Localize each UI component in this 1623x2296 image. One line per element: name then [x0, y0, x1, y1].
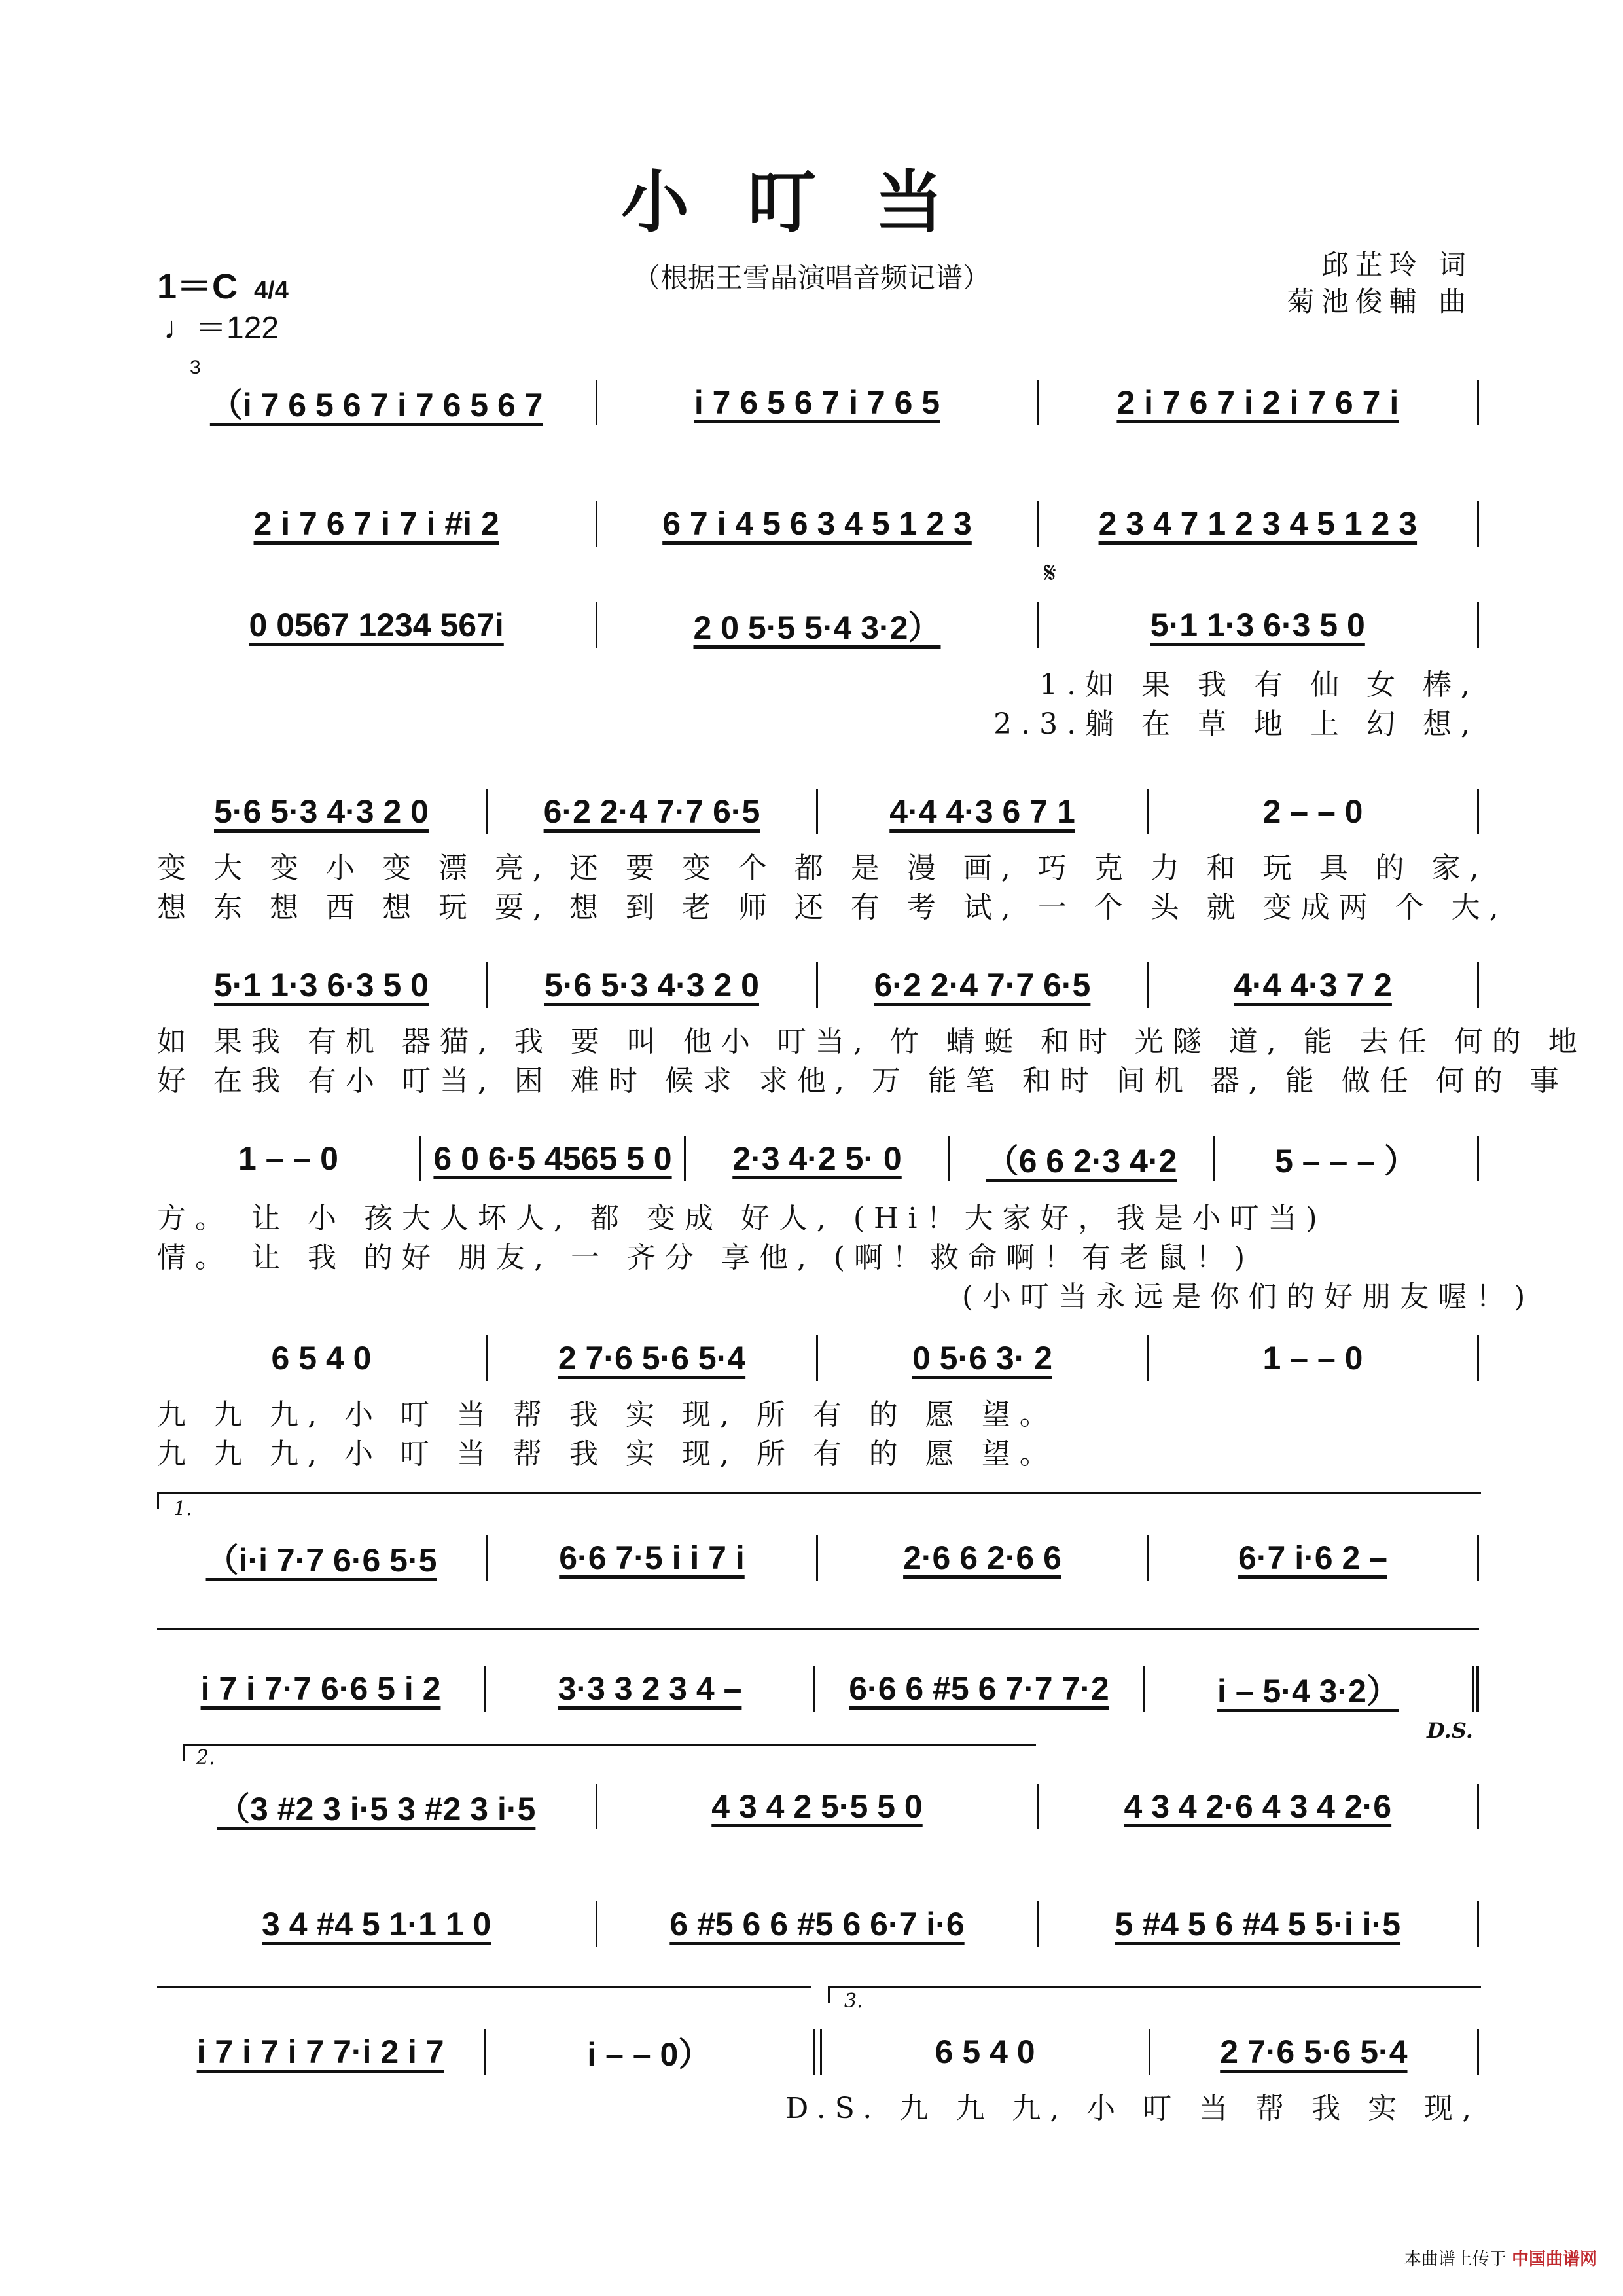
measure [822, 2033, 1149, 2071]
notes: 4·4 4·3 7 2 [1234, 967, 1392, 1003]
lyric-line: D.S. 九 九 九, 小 叮 当 帮 我 实 现, [785, 2092, 1481, 2125]
score-row-8 [157, 1535, 1479, 1581]
volta-line [157, 1986, 812, 1988]
volta-line [157, 1628, 1479, 1630]
lyric-line: (小叮当永远是你们的好朋友喔！) [962, 1280, 1535, 1314]
measure [488, 1539, 816, 1577]
measure [1145, 1665, 1472, 1712]
triplet-number: 3 [190, 357, 201, 378]
score-row-2 [157, 501, 1479, 547]
footer-uploaded-text: 本曲谱上传于 [1404, 2250, 1507, 2269]
notes: 6·6 7·5 i i 7 i [559, 1539, 745, 1576]
measure [686, 1139, 948, 1177]
notes: 2 0 5·5 5·4 3·2） [693, 609, 941, 646]
measure [818, 1339, 1147, 1377]
measure [157, 606, 596, 644]
lyric-line: 如 果我 有机 器猫, 我 要 叫 他小 叮当, 竹 蜻蜓 和时 光隧 道, 能 去任 何的 地 [157, 1025, 1586, 1058]
score-row-4 [157, 789, 1479, 834]
measure [157, 1905, 596, 1943]
score-row-9 [157, 1666, 1479, 1712]
notes: 2·3 4·2 5· 0 [732, 1140, 902, 1177]
notes: 6 7 i 4 5 6 3 4 5 1 2 3 [662, 505, 972, 542]
ds-marking: D.S. [1427, 1718, 1473, 1743]
notes: 4 3 4 2 5·5 5 0 [711, 1788, 923, 1825]
measure [818, 966, 1147, 1004]
measure [488, 1339, 816, 1377]
notes: 0 0567 1234 567i [249, 607, 504, 643]
measure [1039, 606, 1477, 644]
measure [1149, 1539, 1477, 1577]
score-row-5 [157, 962, 1479, 1008]
score-row-10 [157, 1784, 1479, 1829]
notes: 6·6 6 #5 6 7·7 7·2 [849, 1670, 1109, 1707]
measure [818, 1539, 1147, 1577]
segno-sign: 𝄋 [1044, 556, 1056, 590]
key-text: 1＝C [157, 267, 238, 306]
time-signature: 4/4 [254, 277, 289, 304]
notes: 6 5 4 0 [271, 1340, 372, 1376]
measure [1149, 1339, 1477, 1377]
notes: 5·6 5·3 4·3 2 0 [544, 967, 759, 1003]
score-row-6 [157, 1136, 1479, 1181]
measure [597, 1905, 1036, 1943]
barline [1477, 501, 1479, 547]
barline [1477, 789, 1479, 834]
score-row-1 [157, 380, 1479, 425]
barline [1477, 2029, 1479, 2075]
notes: 6 #5 6 6 #5 6 6·7 i·6 [669, 1906, 965, 1943]
measure [1149, 793, 1477, 831]
measure [157, 1670, 484, 1708]
measure [157, 1783, 596, 1830]
notes: 2 i 7 6 7 i 7 i #i 2 [253, 505, 499, 542]
barline [813, 2029, 822, 2075]
barline [1477, 1535, 1479, 1581]
score-row-7 [157, 1335, 1479, 1381]
volta-bracket-2 [183, 1744, 1036, 1761]
barline [1477, 962, 1479, 1008]
notes: （3 #2 3 i·5 3 #2 3 i·5 [217, 1791, 536, 1827]
notes: 5 #4 5 6 #4 5 5·i i·5 [1115, 1906, 1401, 1943]
notes: 5·6 5·3 4·3 2 0 [214, 793, 429, 830]
notes: 6·7 i·6 2 – [1238, 1539, 1387, 1576]
notes: i – – 0） [587, 2036, 711, 2073]
measure [597, 505, 1036, 543]
notes: i 7 i 7·7 6·6 5 i 2 [200, 1670, 441, 1707]
measure [818, 793, 1147, 831]
barline [1477, 1901, 1479, 1947]
footer-credit [1404, 2246, 1597, 2270]
lyric-line: 方。 让 小 孩大人坏人, 都 变成 好人, (Hi！大家好，我是小叮当) [157, 1202, 1327, 1235]
notes: 2 7·6 5·6 5·4 [558, 1340, 746, 1376]
measure [486, 1670, 813, 1708]
barline [1477, 1784, 1479, 1829]
tempo-marking: ♩＝122 [164, 311, 279, 346]
notes: 6·2 2·4 7·7 6·5 [543, 793, 760, 830]
lyric-verse1-intro: 1.如 果 我 有 仙 女 棒, [1039, 668, 1479, 702]
notes: 5·1 1·3 6·3 5 0 [1150, 607, 1365, 643]
notes: i 7 i 7 i 7 7·i 2 i 7 [196, 2034, 444, 2070]
score-row-3 [157, 602, 1479, 648]
volta-label-2: 2. [196, 1746, 215, 1769]
measure [486, 2028, 812, 2075]
lyric-line: 情。 让 我 的好 朋友, 一 齐分 享他, (啊！救命啊！有老鼠！) [157, 1241, 1255, 1274]
barline [1472, 1666, 1479, 1712]
notes: 5·1 1·3 6·3 5 0 [214, 967, 429, 1003]
measure [1039, 505, 1477, 543]
notes: （6 6 2·3 4·2 [986, 1143, 1177, 1179]
volta-bracket-3 [828, 1986, 1481, 2003]
notes: 3·3 3 2 3 4 – [558, 1670, 742, 1707]
measure [157, 1339, 486, 1377]
lyric-line: 九 九 九, 小 叮 当 帮 我 实 现, 所 有 的 愿 望。 [157, 1398, 1058, 1431]
measure [597, 1787, 1036, 1825]
measure [1039, 1787, 1477, 1825]
measure [488, 966, 816, 1004]
notes: （i·i 7·7 6·6 5·5 [205, 1542, 437, 1579]
notes: 1 – – 0 [238, 1140, 338, 1177]
measure [597, 384, 1036, 422]
notes: 2 3 4 7 1 2 3 4 5 1 2 3 [1098, 505, 1418, 542]
lyric-line: 好 在我 有小 叮当, 困 难时 候求 求他, 万 能笔 和时 间机 器, 能 做任 何的 事 [157, 1064, 1568, 1098]
subtitle: （根据王雪晶演唱音频记谱） [632, 262, 990, 294]
site-logo[interactable]: 中国曲谱网 [1511, 2250, 1597, 2269]
measure [157, 793, 486, 831]
notes: 6 0 6·5 4565 5 0 [433, 1140, 672, 1177]
notes: 4·4 4·3 6 7 1 [889, 793, 1075, 830]
score-row-12 [157, 2029, 1479, 2075]
notes: 5 – – – ） [1275, 1143, 1417, 1179]
score-row-11 [157, 1901, 1479, 1947]
measure [1039, 1905, 1477, 1943]
volta-bracket-1 [157, 1492, 1481, 1509]
measure [1150, 2033, 1477, 2071]
barline [1477, 380, 1479, 425]
measure [157, 505, 596, 543]
notes: 3 4 #4 5 1·1 1 0 [262, 1906, 491, 1943]
lyric-line: 变 大 变 小 变 漂 亮, 还 要 变 个 都 是 漫 画, 巧 克 力 和 玩 具 的 家, [157, 852, 1488, 885]
measure [157, 1139, 419, 1177]
measure [1039, 384, 1477, 422]
notes: 0 5·6 3· 2 [912, 1340, 1052, 1376]
notes: 2 7·6 5·6 5·4 [1220, 2034, 1408, 2070]
notes: 6·2 2·4 7·7 6·5 [874, 967, 1091, 1003]
notes: （i 7 6 5 6 7 i 7 6 5 6 7 [209, 387, 543, 423]
barline [1477, 602, 1479, 648]
notes: i – 5·4 3·2） [1217, 1673, 1399, 1710]
measure [815, 1670, 1143, 1708]
composer-credit: 菊池俊輔 曲 [1287, 285, 1472, 317]
notes: 1 – – 0 [1262, 1340, 1363, 1376]
measure [157, 2033, 484, 2071]
measure [157, 966, 486, 1004]
measure [421, 1139, 684, 1177]
measure [950, 1135, 1213, 1182]
triplet-mark [190, 357, 201, 379]
notes: 2 i 7 6 7 i 2 i 7 6 7 i [1116, 384, 1399, 421]
volta-label-3: 3. [844, 1990, 863, 2013]
lyric-line: 九 九 九, 小 叮 当 帮 我 实 现, 所 有 的 愿 望。 [157, 1437, 1058, 1471]
measure [1149, 966, 1477, 1004]
measure [488, 793, 816, 831]
notes: 2·6 6 2·6 6 [903, 1539, 1061, 1576]
volta-label-1: 1. [173, 1498, 192, 1520]
barline [1477, 1136, 1479, 1181]
measure [157, 379, 596, 426]
notes: 6 5 4 0 [935, 2034, 1035, 2070]
page-title: 小叮当 [620, 162, 1002, 242]
barline [1477, 1335, 1479, 1381]
notes: 2 – – 0 [1262, 793, 1363, 830]
lyric-verse2-intro: 2.3.躺 在 草 地 上 幻 想, [993, 708, 1479, 741]
lyricist-credit: 邱芷玲 词 [1321, 249, 1472, 281]
measure [1215, 1135, 1477, 1182]
notes: i 7 6 5 6 7 i 7 6 5 [694, 384, 940, 421]
lyric-line: 想 东 想 西 想 玩 耍, 想 到 老 师 还 有 考 试, 一 个 头 就 变成两 个 大, [157, 891, 1508, 924]
notes: 4 3 4 2·6 4 3 4 2·6 [1124, 1788, 1392, 1825]
measure [597, 601, 1036, 649]
measure [157, 1534, 486, 1581]
